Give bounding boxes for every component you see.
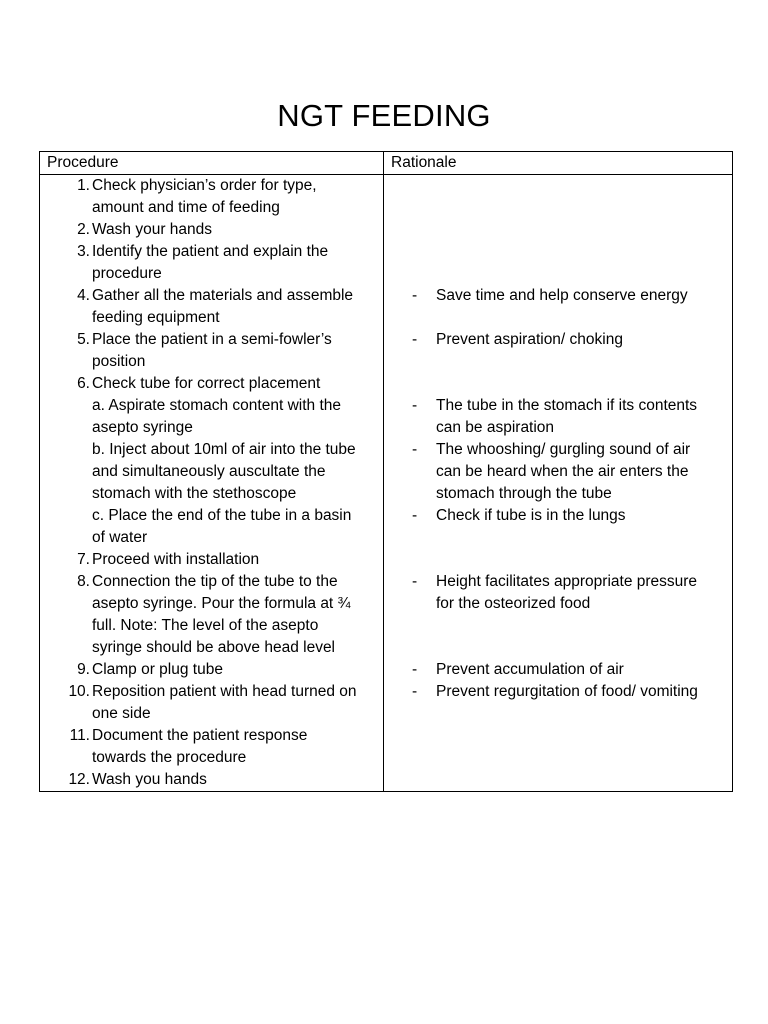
procedure-number: 3. (77, 243, 90, 260)
procedure-line: procedure (92, 265, 162, 282)
procedure-number: 9. (77, 661, 90, 678)
procedure-line: Wash your hands (92, 221, 213, 238)
procedure-line: and simultaneously auscultate the (92, 463, 326, 480)
procedure-line: Check tube for correct placement (92, 375, 321, 392)
procedure-line: Identify the patient and explain the (92, 243, 329, 260)
rationale-line: can be aspiration (436, 419, 555, 436)
rationale-header: Rationale (391, 154, 457, 171)
rationale-bullet: - (412, 331, 418, 348)
procedure-line: Wash you hands (92, 771, 207, 788)
procedure-number: 2. (77, 221, 90, 238)
procedure-number: 12. (68, 771, 90, 788)
rationale-bullet: - (412, 397, 418, 414)
rationale-line: The whooshing/ gurgling sound of air (436, 441, 691, 458)
rationale-line: Height facilitates appropriate pressure (436, 573, 698, 590)
rationale-line: Prevent aspiration/ choking (436, 331, 623, 348)
rationale-line: The tube in the stomach if its contents (436, 397, 698, 414)
rationale-bullet: - (412, 441, 418, 458)
procedure-line: syringe should be above head level (92, 639, 336, 656)
procedure-line: c. Place the end of the tube in a basin (92, 507, 352, 524)
procedure-line: one side (92, 705, 151, 722)
procedure-line: amount and time of feeding (92, 199, 280, 216)
procedure-line: full. Note: The level of the asepto (92, 617, 319, 634)
rationale-bullet: - (412, 661, 418, 678)
procedure-number: 5. (77, 331, 90, 348)
column-divider (383, 152, 384, 791)
procedure-header: Procedure (47, 154, 119, 171)
procedure-line: stomach with the stethoscope (92, 485, 297, 502)
procedure-number: 4. (77, 287, 90, 304)
procedure-line: asepto syringe. Pour the formula at ¾ (92, 595, 351, 612)
procedure-number: 6. (77, 375, 90, 392)
procedure-line: Reposition patient with head turned on (92, 683, 357, 700)
procedure-line: of water (92, 529, 148, 546)
rationale-line: stomach through the tube (436, 485, 612, 502)
procedure-number: 7. (77, 551, 90, 568)
rationale-bullet: - (412, 507, 418, 524)
procedure-number: 1. (77, 177, 90, 194)
rationale-line: Prevent accumulation of air (436, 661, 624, 678)
page-title: NGT FEEDING (277, 98, 491, 133)
procedure-line: asepto syringe (92, 419, 193, 436)
rationale-line: Prevent regurgitation of food/ vomiting (436, 683, 698, 700)
procedure-table (39, 151, 733, 792)
procedure-line: Connection the tip of the tube to the (92, 573, 338, 590)
procedure-line: position (92, 353, 146, 370)
procedure-line: Proceed with installation (92, 551, 260, 568)
rationale-bullet: - (412, 287, 418, 304)
procedure-number: 10. (68, 683, 90, 700)
procedure-line: feeding equipment (92, 309, 220, 326)
rationale-line: Save time and help conserve energy (436, 287, 688, 304)
procedure-line: b. Inject about 10ml of air into the tube (92, 441, 356, 458)
procedure-line: a. Aspirate stomach content with the (92, 397, 341, 414)
rationale-line: for the osteorized food (436, 595, 591, 612)
rationale-bullet: - (412, 683, 418, 700)
rationale-bullet: - (412, 573, 418, 590)
rationale-line: can be heard when the air enters the (436, 463, 689, 480)
procedure-line: Clamp or plug tube (92, 661, 223, 678)
procedure-number: 8. (77, 573, 90, 590)
procedure-line: Gather all the materials and assemble (92, 287, 354, 304)
procedure-line: Place the patient in a semi-fowler’s (92, 331, 332, 348)
procedure-line: Document the patient response (92, 727, 308, 744)
rationale-line: Check if tube is in the lungs (436, 507, 626, 524)
procedure-line: Check physician’s order for type, (92, 177, 317, 194)
procedure-number: 11. (69, 727, 90, 744)
procedure-line: towards the procedure (92, 749, 247, 766)
